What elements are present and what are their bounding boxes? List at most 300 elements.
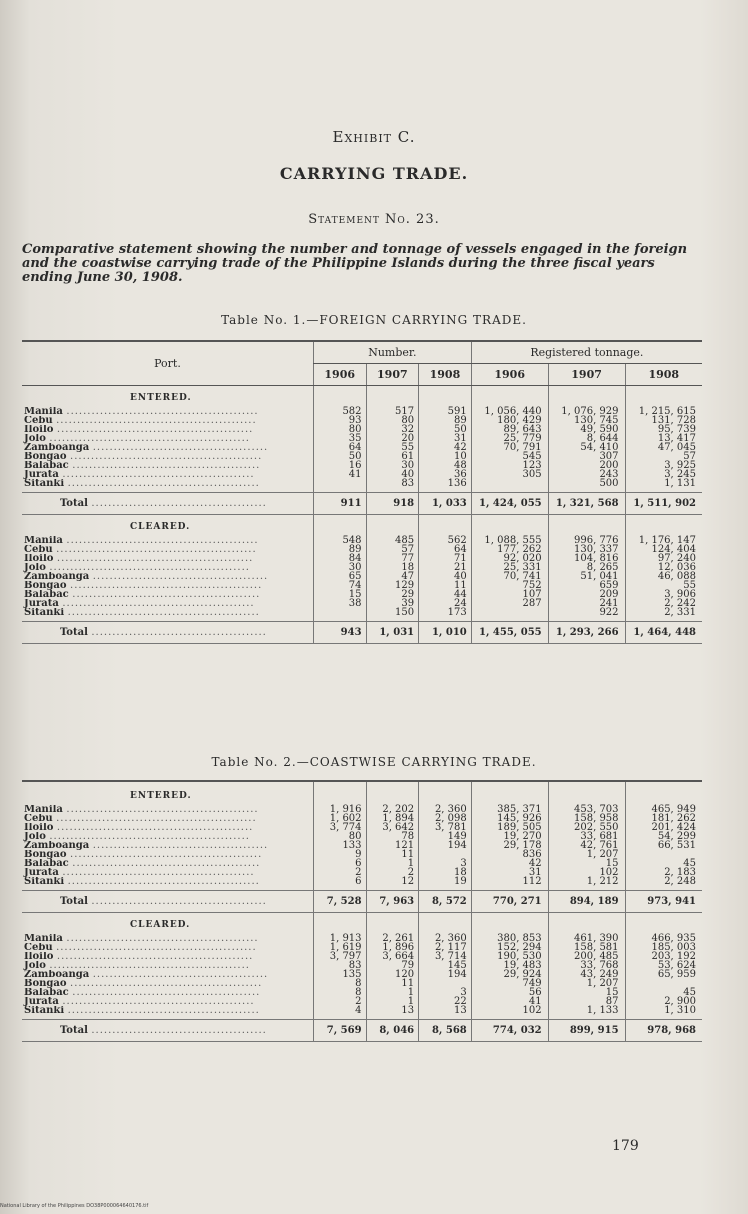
vessel-count: 194 [419,841,472,850]
tonnage-value: 19, 483 [471,961,548,970]
vessel-count: 8 [313,979,366,988]
leader-dots: .......................................... [91,498,267,509]
spacer-cell [471,515,548,537]
spacer-cell [625,386,702,408]
port-label: Balabac [24,859,69,868]
spacer-cell [366,386,419,408]
vessel-count: 3 [419,859,472,868]
leader-dots: .......................................... [91,896,267,907]
tonnage-value: 54, 299 [625,832,702,841]
vessel-count: 3, 781 [419,823,472,832]
total-value: 1, 424, 055 [471,493,548,515]
tonnage-value [471,479,548,488]
table-row [22,988,702,997]
tonnage-header: Registered tonnage. [471,341,702,364]
total-value: 8, 572 [419,891,472,913]
total-text: Total [60,1025,88,1036]
table-row [22,877,702,886]
tonnage-value: 92, 020 [471,554,548,563]
total-value: 978, 968 [625,1020,702,1042]
vessel-count: 84 [313,554,366,563]
vessel-count [313,479,366,488]
port-label: Jurata [24,997,59,1006]
vessel-count: 22 [419,997,472,1006]
vessel-count: 19 [419,877,472,886]
tonnage-value: 112 [471,877,548,886]
port-name [22,934,313,943]
tonnage-value: 66, 531 [625,841,702,850]
tonnage-value: 158, 581 [548,943,625,952]
year-header: 1906 [471,364,548,386]
port-name [22,868,313,877]
tonnage-value: 13, 417 [625,434,702,443]
port-label: Zamboanga [24,443,90,452]
year-header: 1907 [548,364,625,386]
tonnage-value: 1, 088, 555 [471,536,548,545]
vessel-count: 133 [313,841,366,850]
leader-dots: .............................................. [62,997,255,1006]
vessel-count: 18 [419,868,472,877]
spacer-cell [625,913,702,935]
total-value: 7, 569 [313,1020,366,1042]
port-name [22,470,313,479]
port-label: Jolo [24,434,46,443]
port-label: Jolo [24,563,46,572]
total-value: 943 [313,622,366,644]
section-label: CLEARED. [130,920,191,930]
spacer-cell [548,913,625,935]
vessel-count: 1, 602 [313,814,366,823]
vessel-count: 121 [366,841,419,850]
spacer-cell [419,784,472,805]
total-value: 1, 455, 055 [471,622,548,644]
tonnage-value: 3, 245 [625,470,702,479]
tonnage-value: 33, 768 [548,961,625,970]
vessel-count: 36 [419,470,472,479]
port-label: Sitanki [24,608,65,617]
vessel-count: 24 [419,599,472,608]
vessel-count: 1 [366,997,419,1006]
leader-dots: .............................................. [62,470,255,479]
vessel-count: 194 [419,970,472,979]
tonnage-value [471,608,548,617]
statement-heading: Statement No. 23. [308,212,440,227]
port-name [22,952,313,961]
port-name [22,979,313,988]
vessel-count: 50 [313,452,366,461]
total-value: 918 [366,493,419,515]
vessel-count: 93 [313,416,366,425]
total-value: 8, 568 [419,1020,472,1042]
total-row [22,493,702,515]
spacer-cell [313,913,366,935]
port-label: Iloilo [24,952,54,961]
port-name [22,599,313,608]
spacer-cell [419,913,472,935]
port-label: Manila [24,934,63,943]
vessel-count: 2 [313,868,366,877]
table1-entered-section [22,386,702,515]
tonnage-value: 42 [471,859,548,868]
total-label [22,891,313,913]
port-label: Balabac [24,590,69,599]
leader-dots: ................................................ [49,563,250,572]
port-label: Bongao [24,850,67,859]
tonnage-value: 104, 816 [548,554,625,563]
tonnage-value: 31 [471,868,548,877]
vessel-count: 18 [366,563,419,572]
port-name [22,545,313,554]
vessel-count: 120 [366,970,419,979]
tonnage-value: 152, 294 [471,943,548,952]
tonnage-value: 57 [625,452,702,461]
port-name [22,434,313,443]
exhibit-heading: Exhibit C. [332,128,416,146]
tonnage-value: 305 [471,470,548,479]
vessel-count: 30 [313,563,366,572]
year-header: 1906 [313,364,366,386]
vessel-count: 2, 117 [419,943,472,952]
tonnage-value: 29, 924 [471,970,548,979]
tonnage-value: 2, 331 [625,608,702,617]
table2-title: Table No. 2.—COASTWISE CARRYING TRADE. [211,755,537,769]
port-label: Bongao [24,581,67,590]
tonnage-value: 124, 404 [625,545,702,554]
vessel-count: 2 [313,997,366,1006]
tonnage-value: 836 [471,850,548,859]
port-name [22,608,313,617]
tonnage-value: 15 [548,859,625,868]
total-text: Total [60,627,88,638]
port-name [22,554,313,563]
tonnage-value: 185, 003 [625,943,702,952]
vessel-count: 10 [419,452,472,461]
section-label-row [22,386,702,408]
section-label-row [22,784,702,805]
vessel-count: 6 [313,859,366,868]
vessel-count: 1, 619 [313,943,366,952]
tonnage-value: 145, 926 [471,814,548,823]
total-text: Total [60,498,88,509]
tonnage-value: 33, 681 [548,832,625,841]
tonnage-value: 209 [548,590,625,599]
total-value: 899, 915 [548,1020,625,1042]
vessel-count: 11 [419,581,472,590]
vessel-count: 38 [313,599,366,608]
tonnage-value: 385, 371 [471,805,548,814]
tonnage-value: 8, 265 [548,563,625,572]
vessel-count: 11 [366,979,419,988]
tonnage-value: 54, 410 [548,443,625,452]
vessel-count: 32 [366,425,419,434]
table-row [22,850,702,859]
vessel-count: 562 [419,536,472,545]
tonnage-value: 202, 550 [548,823,625,832]
vessel-count: 13 [419,1006,472,1015]
leader-dots: .............................................. [66,536,259,545]
tonnage-value: 2, 248 [625,877,702,886]
coastwise-trade-table [22,780,702,1042]
spacer-cell [419,515,472,537]
leader-dots: .......................................... [91,627,267,638]
total-text: Total [60,896,88,907]
port-name [22,970,313,979]
total-value: 7, 528 [313,891,366,913]
tonnage-value: 177, 262 [471,545,548,554]
spacer-cell [548,386,625,408]
port-label: Manila [24,407,63,416]
vessel-count: 40 [419,572,472,581]
vessel-count: 80 [313,832,366,841]
tonnage-value: 1, 176, 147 [625,536,702,545]
tonnage-value: 2, 900 [625,997,702,1006]
spacer-cell [548,515,625,537]
total-row [22,1020,702,1042]
table2-cleared-section [22,913,702,1042]
port-name [22,997,313,1006]
spacer-cell [366,784,419,805]
port-name [22,832,313,841]
tonnage-value: 70, 791 [471,443,548,452]
port-label: Sitanki [24,877,65,886]
port-label: Cebu [24,943,53,952]
vessel-count: 3, 642 [366,823,419,832]
total-value: 1, 293, 266 [548,622,625,644]
total-value: 1, 511, 902 [625,493,702,515]
table-row [22,1006,702,1015]
tonnage-value: 25, 779 [471,434,548,443]
vessel-count: 9 [313,850,366,859]
vessel-count: 3 [419,988,472,997]
port-label: Manila [24,805,63,814]
vessel-count: 136 [419,479,472,488]
port-name [22,407,313,416]
vessel-count: 2 [366,868,419,877]
vessel-count: 1, 913 [313,934,366,943]
vessel-count: 3, 714 [419,952,472,961]
year-header: 1907 [366,364,419,386]
vessel-count: 44 [419,590,472,599]
total-value: 770, 271 [471,891,548,913]
leader-dots: .......................................... [91,1025,267,1036]
port-label: Jurata [24,470,59,479]
tonnage-value: 243 [548,470,625,479]
tonnage-value: 380, 853 [471,934,548,943]
leader-dots: ................................................ [49,961,250,970]
tonnage-value: 3, 906 [625,590,702,599]
leader-dots: ................................................ [49,434,250,443]
total-row [22,891,702,913]
leader-dots: .............................................. [62,868,255,877]
total-label [22,493,313,515]
port-name [22,961,313,970]
tonnage-value: 42, 761 [548,841,625,850]
leader-dots: .............................................. [66,805,259,814]
vessel-count: 3, 774 [313,823,366,832]
tonnage-value: 15 [548,988,625,997]
vessel-count: 485 [366,536,419,545]
tonnage-value: 1, 133 [548,1006,625,1015]
leader-dots: .............................................. [66,934,259,943]
vessel-count: 2, 098 [419,814,472,823]
tonnage-value: 51, 041 [548,572,625,581]
leader-dots: .......................................... [92,841,269,850]
port-name [22,581,313,590]
tonnage-value: 1, 207 [548,979,625,988]
table2-entered-section [22,784,702,913]
tonnage-value: 123 [471,461,548,470]
vessel-count [313,608,366,617]
tonnage-value: 200, 485 [548,952,625,961]
tonnage-value: 1, 212 [548,877,625,886]
tonnage-value: 158, 958 [548,814,625,823]
tonnage-value: 8, 644 [548,434,625,443]
port-label: Sitanki [24,1006,65,1015]
tonnage-value: 87 [548,997,625,1006]
foreign-trade-table [22,340,702,644]
tonnage-value: 131, 728 [625,416,702,425]
total-value: 894, 189 [548,891,625,913]
tonnage-value: 500 [548,479,625,488]
leader-dots: .............................................. [67,1006,260,1015]
spacer-cell [419,386,472,408]
total-value: 973, 941 [625,891,702,913]
port-label: Jolo [24,832,46,841]
vessel-count: 11 [366,850,419,859]
leader-dots: .............................................. [70,850,263,859]
vessel-count: 42 [419,443,472,452]
total-value: 911 [313,493,366,515]
vessel-count: 78 [366,832,419,841]
vessel-count: 15 [313,590,366,599]
leader-dots: .............................................. [62,599,255,608]
port-name [22,563,313,572]
leader-dots: ............................................. [72,859,261,868]
leader-dots: .............................................. [70,581,263,590]
vessel-count: 80 [313,425,366,434]
tonnage-value: 97, 240 [625,554,702,563]
tonnage-value: 241 [548,599,625,608]
leader-dots: .............................................. [67,479,260,488]
tonnage-value: 189, 505 [471,823,548,832]
vessel-count: 74 [313,581,366,590]
tonnage-value: 466, 935 [625,934,702,943]
vessel-count: 77 [366,554,419,563]
port-name [22,416,313,425]
table1-cleared-section [22,515,702,644]
vessel-count: 1 [366,988,419,997]
leader-dots: ............................................... [56,425,254,434]
tonnage-value: 190, 530 [471,952,548,961]
vessel-count: 79 [366,961,419,970]
port-label: Jolo [24,961,46,970]
section-label: ENTERED. [130,393,192,403]
vessel-count: 3, 664 [366,952,419,961]
leader-dots: ............................................. [72,988,261,997]
tonnage-value: 2, 242 [625,599,702,608]
port-name [22,841,313,850]
vessel-count: 71 [419,554,472,563]
tonnage-value: 1, 076, 929 [548,407,625,416]
spacer-cell [313,784,366,805]
port-label: Bongao [24,979,67,988]
table-row [22,608,702,617]
vessel-count: 135 [313,970,366,979]
tonnage-value: 922 [548,608,625,617]
vessel-count: 173 [419,608,472,617]
table1-title: Table No. 1.—FOREIGN CARRYING TRADE. [221,313,527,327]
tonnage-value: 465, 949 [625,805,702,814]
vessel-count: 1, 894 [366,814,419,823]
port-name [22,1006,313,1015]
vessel-count: 582 [313,407,366,416]
section-label: CLEARED. [130,522,191,532]
port-name [22,823,313,832]
spacer-cell [313,386,366,408]
total-value: 1, 321, 568 [548,493,625,515]
vessel-count: 12 [366,877,419,886]
port-name [22,814,313,823]
vessel-count: 50 [419,425,472,434]
vessel-count: 20 [366,434,419,443]
year-header: 1908 [625,364,702,386]
leader-dots: ................................................ [56,545,257,554]
statement-description: Comparative statement showing the number and tonnage of vessels engaged in the foreign and the coastwise carrying trade of the Philippine Islands during the three fiscal years ending June 30, 1908. [22,242,688,285]
section-label: ENTERED. [130,791,192,801]
tonnage-value: 55 [625,581,702,590]
vessel-count: 1, 896 [366,943,419,952]
tonnage-value: 545 [471,452,548,461]
port-label: Jurata [24,599,59,608]
tonnage-value: 95, 739 [625,425,702,434]
tonnage-value: 107 [471,590,548,599]
leader-dots: ................................................ [49,832,250,841]
vessel-count: 30 [366,461,419,470]
leader-dots: .............................................. [70,452,263,461]
port-label: Cebu [24,416,53,425]
spacer-cell [471,913,548,935]
tonnage-value: 43, 249 [548,970,625,979]
vessel-count: 80 [366,416,419,425]
port-name [22,479,313,488]
tonnage-value: 45 [625,988,702,997]
tonnage-value: 19, 270 [471,832,548,841]
total-value: 1, 464, 448 [625,622,702,644]
leader-dots: ............................................... [56,554,254,563]
vessel-count: 1 [366,859,419,868]
port-name [22,572,313,581]
leader-dots: .............................................. [70,979,263,988]
tonnage-value: 3, 925 [625,461,702,470]
vessel-count: 2, 360 [419,805,472,814]
total-value: 7, 963 [366,891,419,913]
port-label: Balabac [24,461,69,470]
spacer-cell [366,913,419,935]
tonnage-value: 749 [471,979,548,988]
port-label: Iloilo [24,823,54,832]
leader-dots: .............................................. [66,407,259,416]
spacer-cell [471,784,548,805]
leader-dots: .......................................... [92,443,269,452]
vessel-count: 145 [419,961,472,970]
vessel-count: 150 [366,608,419,617]
total-row [22,622,702,644]
total-value: 1, 031 [366,622,419,644]
tonnage-value: 200 [548,461,625,470]
port-name [22,461,313,470]
tonnage-value: 201, 424 [625,823,702,832]
port-name [22,452,313,461]
